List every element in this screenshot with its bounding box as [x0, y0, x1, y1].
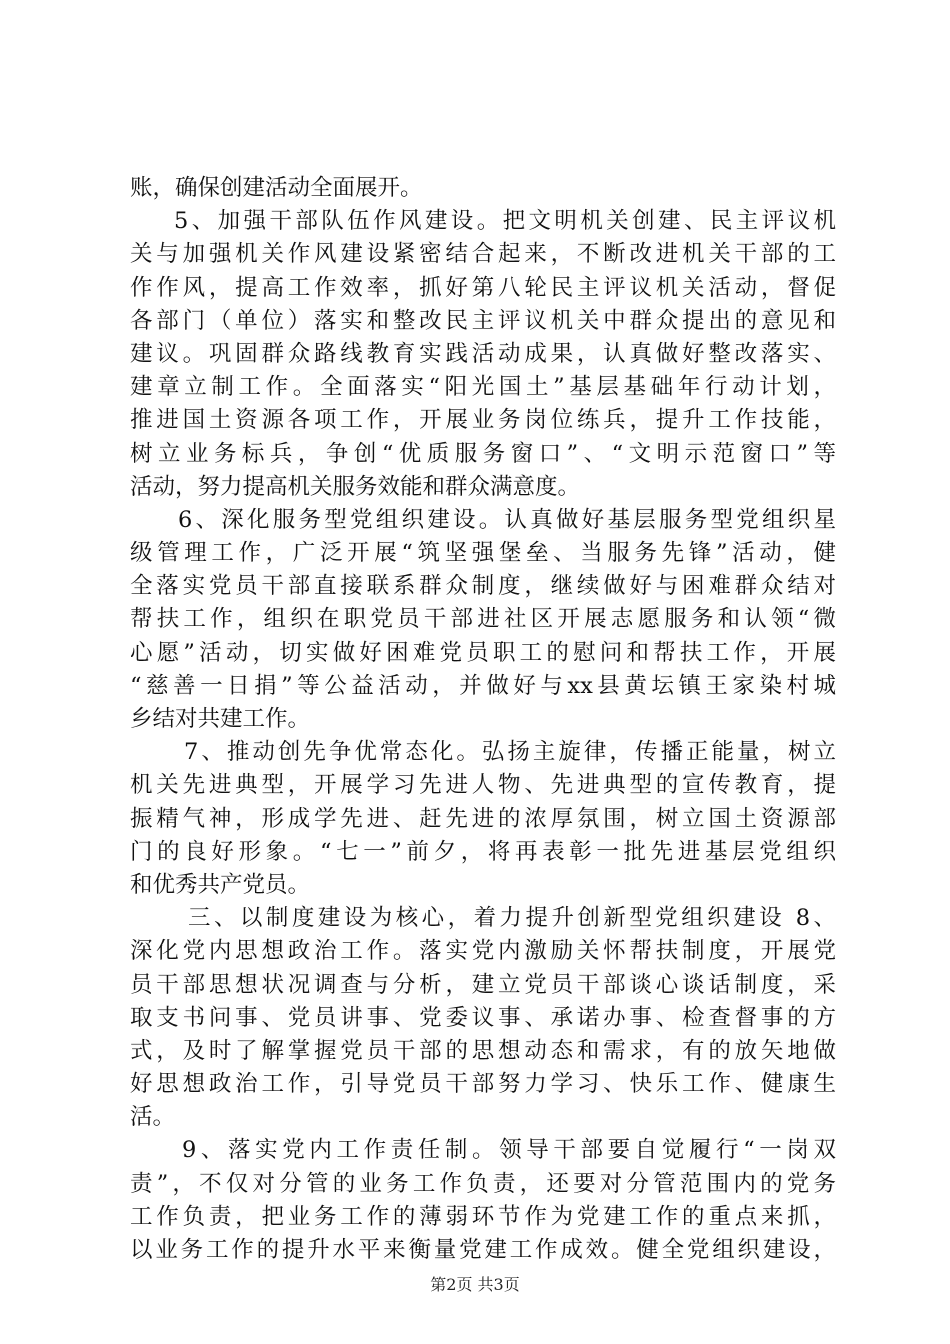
paragraph-6-first-line: 6、深化服务型党组织建设。认真做好基层服务型党组织星 — [178, 506, 836, 533]
text-line: 和优秀共产党员。 — [130, 871, 311, 898]
text-line: 门的良好形象。“七一”前夕，将再表彰一批先进基层党组织 — [130, 838, 836, 865]
text-line: 建议。巩固群众路线教育实践活动成果，认真做好整改落实、 — [130, 340, 836, 367]
text-line: 深化党内思想政治工作。落实党内激励关怀帮扶制度，开展党 — [130, 938, 836, 965]
paragraph-7-first-line: 7、推动创先争优常态化。弘扬主旋律，传播正能量，树立 — [184, 739, 836, 766]
paragraph-5-first-line: 5、加强干部队伍作风建设。把文明机关创建、民主评议机 — [174, 208, 836, 235]
text-line: 全落实党员干部直接联系群众制度，继续做好与困难群众结对 — [130, 573, 836, 600]
text-line: 乡结对共建工作。 — [130, 706, 311, 732]
text-line: 账，确保创建活动全面展开。 — [130, 175, 423, 201]
text-line: 心愿”活动，切实做好困难党员职工的慰问和帮扶工作，开展 — [130, 639, 836, 666]
text-line: 各部门（单位）落实和整改民主评议机关中群众提出的意见和 — [130, 307, 836, 334]
text-line: 工作负责，把业务工作的薄弱环节作为党建工作的重点来抓， — [130, 1203, 836, 1230]
text-line: 级管理工作，广泛开展“筑坚强堡垒、当服务先锋”活动，健 — [130, 540, 836, 567]
document-body — [130, 172, 836, 1267]
text-line: 帮扶工作，组织在职党员干部进社区开展志愿服务和认领“微 — [130, 606, 836, 633]
text-line: 推进国土资源各项工作，开展业务岗位练兵，提升工作技能， — [130, 407, 836, 434]
text-line: 以业务工作的提升水平来衡量党建工作成效。健全党组织建设， — [130, 1237, 836, 1263]
text-line: 活动，努力提高机关服务效能和群众满意度。 — [130, 473, 581, 500]
text-line: “慈善一日捐”等公益活动，并做好与xx县黄坛镇王家染村城 — [130, 672, 836, 699]
text-line: 关与加强机关作风建设紧密结合起来，不断改进机关干部的工 — [130, 241, 836, 268]
text-line: 责”，不仅对分管的业务工作负责，还要对分管范围内的党务 — [130, 1170, 836, 1197]
text-line: 树立业务标兵，争创“优质服务窗口”、“文明示范窗口”等 — [130, 440, 836, 467]
text-line: 式，及时了解掌握党员干部的思想动态和需求，有的放矢地做 — [130, 1037, 836, 1064]
text-line: 建章立制工作。全面落实“阳光国土”基层基础年行动计划， — [130, 374, 836, 401]
text-line: 好思想政治工作，引导党员干部努力学习、快乐工作、健康生 — [130, 1071, 836, 1098]
text-line: 活。 — [130, 1104, 176, 1131]
text-line: 员干部思想状况调查与分析，建立党员干部谈心谈话制度，采 — [130, 971, 836, 998]
section-3-heading-line: 三、以制度建设为核心，着力提升创新型党组织建设 8、 — [188, 905, 836, 932]
text-line: 振精气神，形成学先进、赶先进的浓厚氛围，树立国土资源部 — [130, 805, 836, 832]
paragraph-9-first-line: 9、落实党内工作责任制。领导干部要自觉履行“一岗双 — [182, 1137, 836, 1164]
text-line: 作作风，提高工作效率，抓好第八轮民主评议机关活动，督促 — [130, 274, 836, 301]
page-number-footer: 第2页 共3页 — [430, 1275, 520, 1294]
text-line: 取支书问事、党员讲事、党委议事、承诺办事、检查督事的方 — [130, 1004, 836, 1031]
text-line: 机关先进典型，开展学习先进人物、先进典型的宣传教育，提 — [130, 772, 836, 799]
